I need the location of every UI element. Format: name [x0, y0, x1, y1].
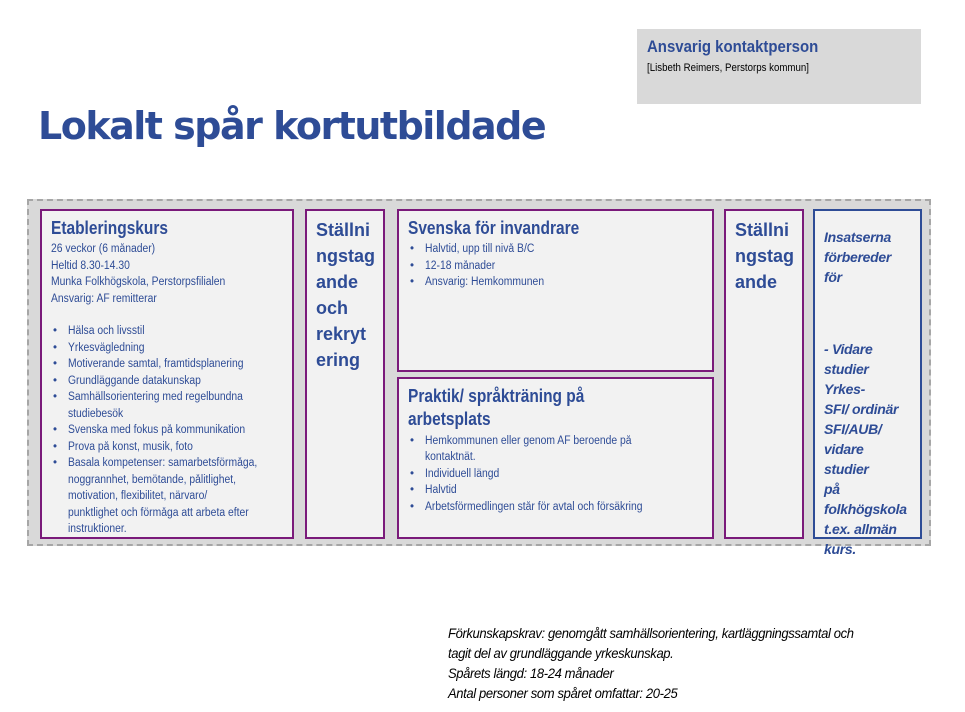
- list-item: • Grundläggande datakunskap: [51, 373, 283, 390]
- stallning-line: ngstag: [735, 246, 795, 266]
- list-item: • Arbetsförmedlingen står för avtal och försäkring: [408, 499, 703, 516]
- insats-line: Insatserna: [824, 229, 892, 245]
- insats-line: på: [824, 481, 840, 497]
- stallning-line: Ställni: [316, 220, 371, 240]
- contact-box: [637, 29, 921, 104]
- footer-line: tagit del av grundläggande yrkeskunskap.: [448, 645, 674, 661]
- insats-line: studier Yrkes-: [824, 361, 869, 397]
- insats-line: vidare studier: [824, 441, 869, 477]
- praktik-box: [397, 377, 714, 539]
- stallning-line: ering: [316, 350, 361, 370]
- detail-duration: 26 veckor (6 månader): [51, 243, 156, 256]
- list-item: • Samhällsorientering med regelbundna studiebesök: [51, 389, 283, 422]
- stallning-line: Ställni: [735, 220, 790, 240]
- contact-title: Ansvarig kontaktperson: [647, 37, 819, 56]
- detail-location: Munka Folkhögskola, Perstorpsfilialen: [51, 276, 226, 289]
- list-item: • Individuell längd: [408, 466, 703, 483]
- list-item: • Basala kompetenser: samarbetsförmåga, noggrannhet, bemötande, pålitlighet, motivation, flexibilitet, närvaro/ punktlighet och förmåga att arbeta efter instruktioner.: [51, 455, 283, 538]
- stallningstagande-rekrytering-box: [305, 209, 385, 539]
- stallning-line: ngstag: [316, 246, 376, 266]
- list-item: • Prova på konst, musik, foto: [51, 439, 283, 456]
- stallning-line: ande: [316, 272, 359, 292]
- praktik-title-line: Praktik/ språkträning på: [408, 386, 585, 406]
- sfi-box: [397, 209, 714, 372]
- page-title: Lokalt spår kortutbildade: [38, 104, 546, 148]
- list-item: • Motiverande samtal, framtidsplanering: [51, 356, 283, 373]
- footer-line: Antal personer som spåret omfattar: 20-25: [448, 685, 678, 701]
- sfi-title: Svenska för invandrare: [408, 218, 580, 238]
- insats-line: - Vidare: [824, 341, 873, 357]
- footer-line: Spårets längd: 18-24 månader: [448, 665, 614, 681]
- insats-line: folkhögskola: [824, 501, 907, 517]
- list-item: • Halvtid, upp till nivå B/C: [408, 241, 703, 258]
- stallning-line: och: [316, 298, 349, 318]
- detail-hours: Heltid 8.30-14.30: [51, 259, 130, 272]
- footer-notes: [448, 623, 884, 703]
- insatser-box: [813, 209, 922, 557]
- list-item: • Hemkommunen eller genom AF beroende på kontaktnät.: [408, 433, 703, 466]
- insats-line: kurs.: [824, 541, 856, 557]
- insats-line: förbereder för: [824, 249, 892, 285]
- list-item: • Yrkesvägledning: [51, 340, 283, 357]
- stallning-line: ande: [735, 272, 778, 292]
- stallning-line: rekryt: [316, 324, 367, 344]
- list-item: • Ansvarig: Hemkommunen: [408, 274, 703, 291]
- list-item: • Hälsa och livsstil: [51, 323, 283, 340]
- etableringskurs-list: [51, 323, 283, 538]
- list-item: • Svenska med fokus på kommunikation: [51, 422, 283, 439]
- insats-line: SFI/AUB/: [824, 421, 882, 437]
- praktik-title-line: arbetsplats: [408, 409, 491, 430]
- footer-line: Förkunskapskrav: genomgått samhällsorientering, kartläggningssamtal och: [448, 625, 854, 641]
- insats-line: t.ex. allmän: [824, 521, 897, 537]
- praktik-list: [408, 433, 703, 516]
- insats-line: SFI/ ordinär: [824, 401, 899, 417]
- etableringskurs-box: [40, 209, 294, 539]
- detail-responsible: Ansvarig: AF remitterar: [51, 292, 157, 305]
- etableringskurs-title: Etableringskurs: [51, 218, 169, 238]
- contact-name: [Lisbeth Reimers, Perstorps kommun]: [647, 62, 809, 74]
- list-item: • Halvtid: [408, 482, 703, 499]
- sfi-list: [408, 241, 703, 291]
- list-item: • 12-18 månader: [408, 258, 703, 275]
- stallningstagande-box: [724, 209, 804, 539]
